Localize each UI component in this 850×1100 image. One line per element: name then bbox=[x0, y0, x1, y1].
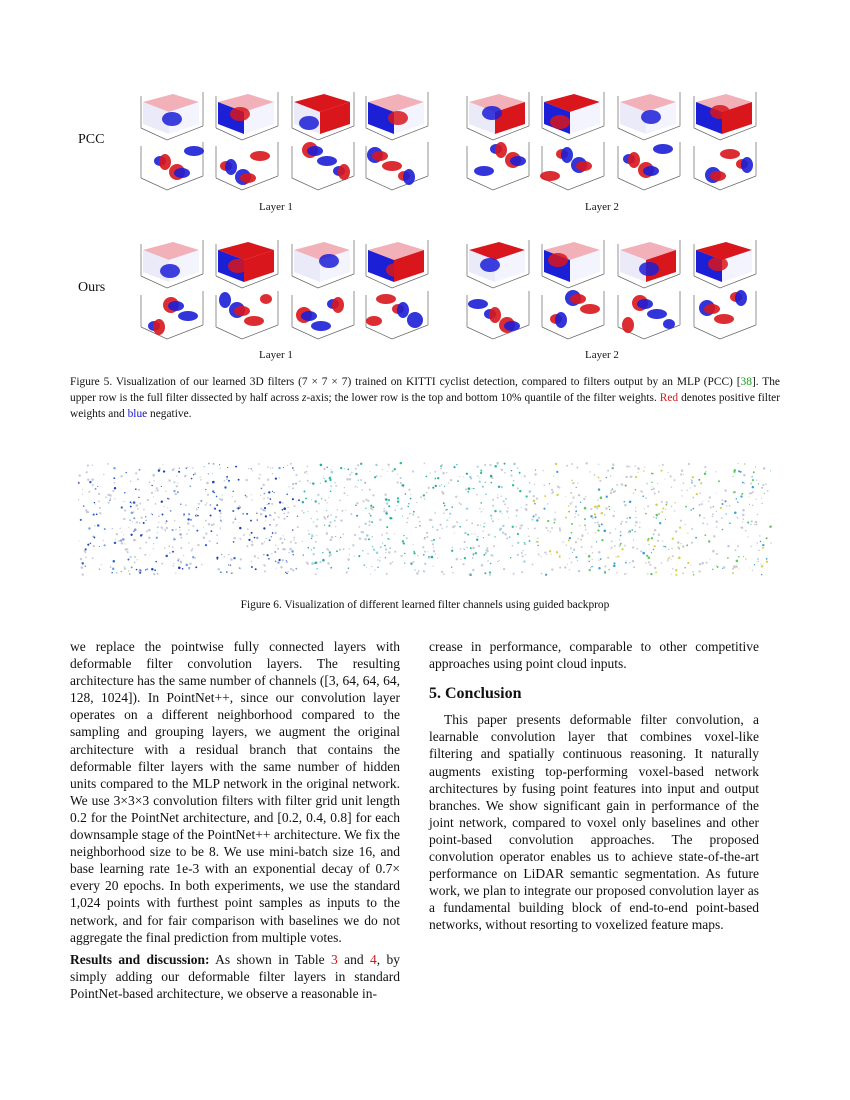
filter-cube-16 bbox=[690, 138, 760, 194]
filter-cube-20 bbox=[362, 236, 432, 292]
layer-label-pcc-2: Layer 2 bbox=[585, 201, 619, 213]
filter-cube-5 bbox=[463, 88, 533, 144]
filter-cube-21 bbox=[463, 236, 533, 292]
layer-label-pcc-1: Layer 1 bbox=[259, 201, 293, 213]
right-column bbox=[429, 638, 759, 934]
figure5-caption: Figure 5. Visualization of our learned 3D filters (7 × 7 × 7) trained on KITTI cyclist detection, compared to filters output by an MLP (PCC) [38]. The upper row is the full filter dissected by half across z-axis; the lower row is the top and bottom 10% quantile of the filter weights. Red denotes positive filter weights and blue negative. bbox=[70, 376, 780, 420]
filter-cube-23 bbox=[614, 236, 684, 292]
row-label-ours: Ours bbox=[78, 280, 106, 295]
layer-label-ours-1: Layer 1 bbox=[259, 349, 293, 361]
filter-cube-7 bbox=[614, 88, 684, 144]
filter-cube-9 bbox=[137, 138, 207, 194]
filter-cube-4 bbox=[362, 88, 432, 144]
filter-cube-3 bbox=[288, 88, 358, 144]
filter-cube-1 bbox=[137, 88, 207, 144]
filter-cube-13 bbox=[463, 138, 533, 194]
filter-cube-24 bbox=[690, 236, 760, 292]
citation-link[interactable]: 38 bbox=[740, 376, 752, 388]
table-ref-3[interactable]: 3 bbox=[331, 951, 338, 967]
section-heading-conclusion: 5. Conclusion bbox=[429, 685, 522, 703]
filter-cube-11 bbox=[288, 138, 358, 194]
filter-cube-2 bbox=[212, 88, 282, 144]
row-label-pcc: PCC bbox=[78, 132, 105, 147]
filter-cube-14 bbox=[538, 138, 608, 194]
filter-cube-26 bbox=[212, 287, 282, 343]
filter-cube-32 bbox=[690, 287, 760, 343]
filter-cube-19 bbox=[288, 236, 358, 292]
filter-cube-30 bbox=[538, 287, 608, 343]
filter-cube-6 bbox=[538, 88, 608, 144]
filter-cube-27 bbox=[288, 287, 358, 343]
paragraph-results: Results and discussion: As shown in Table 3 and 4, by simply adding our deformable filter layers in standard PointNet-based architecture, we observe a reasonable in- bbox=[70, 951, 401, 1001]
figure6-pointcloud-panels bbox=[78, 455, 772, 580]
filter-cube-18 bbox=[212, 236, 282, 292]
filter-cube-31 bbox=[614, 287, 684, 343]
filter-cube-28 bbox=[362, 287, 432, 343]
left-column bbox=[70, 638, 400, 1002]
filter-cube-12 bbox=[362, 138, 432, 194]
table-ref-4[interactable]: 4 bbox=[370, 951, 377, 967]
filter-cube-10 bbox=[212, 138, 282, 194]
filter-cube-22 bbox=[538, 236, 608, 292]
paragraph-continuation: crease in performance, comparable to other competitive approaches using point cloud inputs. bbox=[429, 639, 759, 672]
filter-cube-17 bbox=[137, 236, 207, 292]
filter-cube-8 bbox=[690, 88, 760, 144]
paragraph-conclusion: This paper presents deformable filter convolution, a learnable convolution layer that combines voxel-like filtering and spatially continuous reasoning. It naturally augments existing top-performing voxel-based network architectures by fusing point features into input and output branches. We show significant gain in performance of the joint network, compared to voxel only baselines and other point-based convolution approaches. The proposed convolution operator enables us to achieve state-of-the-art performance on LiDAR semantic segmentation. As future work, we plan to integrate our proposed convolution layer as a fundamental building block of end-to-end point-based networks, without resorting to voxelized feature maps. bbox=[429, 712, 759, 933]
paragraph-training-details: we replace the pointwise fully connected layers with deformable filter convolution layers. The resulting architecture has the same number of channels ([3, 64, 64, 64, 128, 1024]). In PointNet++, since our convolution layer operates on a different neighborhood compared to the sampling and grouping layers, we augment the original architecture with a residual branch that contains the deformable filter layers with the same number of hidden units compared to the MLP network in the original network. We use 3×3×3 convolution filters with filter grid unit length 0.2 for the PointNet architecture, and [0.2, 0.4, 0.8] for each downsample stage of the PointNet++ architecture. We fix the neighborhood size to be 8. We use mini-batch size 16, and base learning rate 1e-3 with an exponential decay of 0.7× every 20 epochs. In both experiments, we use the standard 1,024 points with furthest point samples as inputs to the network, and for fair comparison with baselines we do not aggregate the final prediction from multiple votes. bbox=[70, 639, 400, 945]
filter-cube-25 bbox=[137, 287, 207, 343]
figure6-caption: Figure 6. Visualization of different learned filter channels using guided backprop bbox=[240, 599, 610, 611]
layer-label-ours-2: Layer 2 bbox=[585, 349, 619, 361]
filter-cube-15 bbox=[614, 138, 684, 194]
filter-cube-29 bbox=[463, 287, 533, 343]
